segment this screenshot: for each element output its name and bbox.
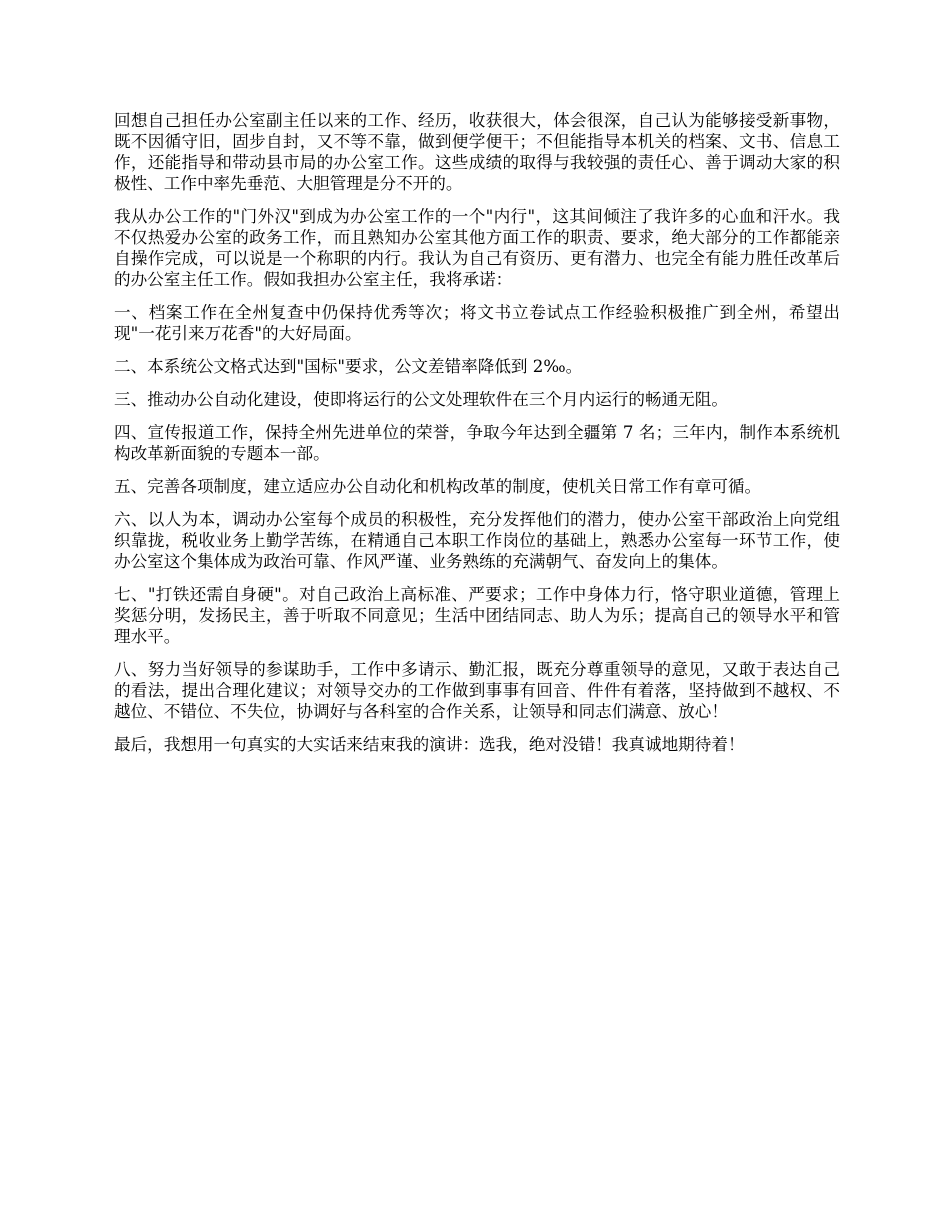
paragraph-pledge-8: 八、努力当好领导的参谋助手，工作中多请示、勤汇报，既充分尊重领导的意见，又敢于表达自己的看法，提出合理化建议；对领导交办的工作做到事事有回音、件件有着落，坚持做到不越权、不越位、不错位、不失位，协调好与各科室的合作关系，让领导和同志们满意、放心！ — [114, 660, 840, 721]
paragraph-pledge-4: 四、宣传报道工作，保持全州先进单位的荣誉，争取今年达到全疆第 7 名；三年内，制作本系统机构改革新面貌的专题本一部。 — [114, 423, 840, 463]
paragraph-pledge-6: 六、以人为本，调动办公室每个成员的积极性，充分发挥他们的潜力，使办公室干部政治上向党组织靠拢，税收业务上勤学苦练，在精通自己本职工作岗位的基础上，熟悉办公室每一环节工作，使办公室这个集体成为政治可靠、作风严谨、业务熟练的充满朝气、奋发向上的集体。 — [114, 510, 840, 571]
paragraph-pledge-3: 三、推动办公自动化建设，使即将运行的公文处理软件在三个月内运行的畅通无阻。 — [114, 390, 728, 409]
document-body — [114, 110, 840, 767]
paragraph-intro: 回想自己担任办公室副主任以来的工作、经历，收获很大，体会很深，自己认为能够接受新事物，既不因循守旧，固步自封，又不等不靠，做到便学便干；不但能指导本机关的档案、文书、信息工作，还能指导和带动县市局的办公室工作。这些成绩的取得与我较强的责任心、善于调动大家的积极性、工作中率先垂范、大胆管理是分不开的。 — [114, 111, 840, 193]
paragraph-experience: 我从办公工作的"门外汉"到成为办公室工作的一个"内行"，这其间倾注了我许多的心血和汗水。我不仅热爱办公室的政务工作，而且熟知办公室其他方面工作的职责、要求，绝大部分的工作都能亲自操作完成，可以说是一个称职的内行。我认为自己有资历、更有潜力、也完全有能力胜任改革后的办公室主任工作。假如我担办公室主任，我将承诺： — [114, 207, 840, 289]
paragraph-pledge-5: 五、完善各项制度，建立适应办公自动化和机构改革的制度，使机关日常工作有章可循。 — [114, 477, 762, 496]
paragraph-closing: 最后，我想用一句真实的大实话来结束我的演讲：选我，绝对没错！我真诚地期待着！ — [114, 735, 745, 754]
paragraph-pledge-2: 二、本系统公文格式达到"国标"要求，公文差错率降低到 2‰。 — [114, 357, 583, 376]
paragraph-pledge-1: 一、档案工作在全州复查中仍保持优秀等次；将文书立卷试点工作经验积极推广到全州，希望出现"一花引来万花香"的大好局面。 — [114, 303, 840, 343]
paragraph-pledge-7: 七、"打铁还需自身硬"。对自己政治上高标准、严要求；工作中身体力行，恪守职业道德，管理上奖惩分明，发扬民主，善于听取不同意见；生活中团结同志、助人为乐；提高自己的领导水平和管理水平。 — [114, 585, 840, 646]
